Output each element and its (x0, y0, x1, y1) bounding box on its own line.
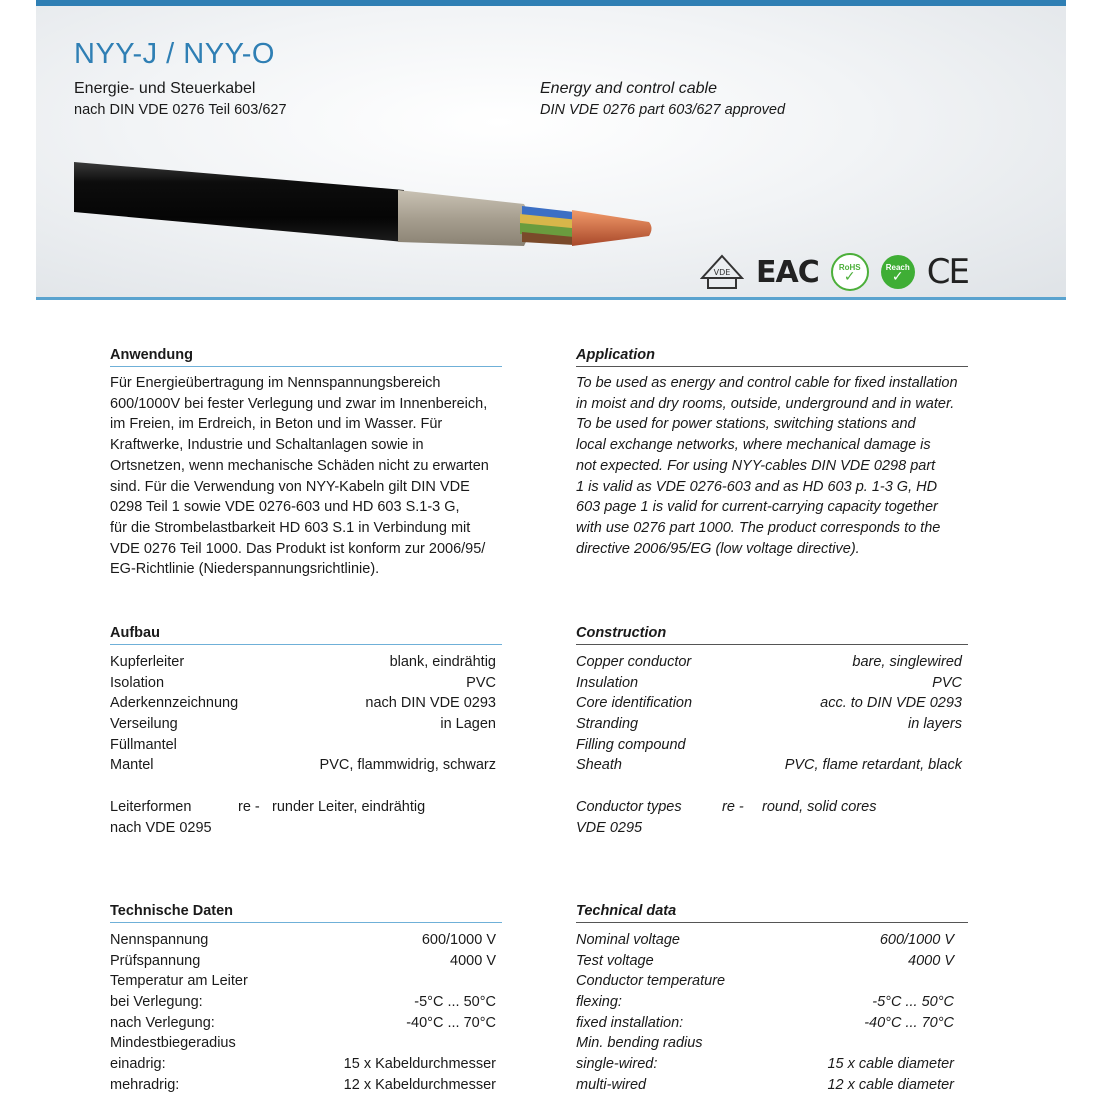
text-line: 603 page 1 is valid for current-carrying capacity together (576, 499, 938, 516)
paragraph-application-de (110, 373, 502, 580)
ce-mark-icon: CE (926, 252, 968, 292)
spec-row: Core identification acc. to DIN VDE 0293 (576, 695, 962, 712)
text-line: im Freien, im Erdreich, in Beton und im Wasser. Für (110, 416, 443, 433)
section-construction-en (576, 625, 968, 838)
text-line: with use 0276 part 1000. The product corresponds to the (576, 519, 941, 536)
text-line: To be used for power stations, switching stations and (576, 416, 916, 433)
section-application-de (110, 347, 502, 580)
text-line: 1 is valid as VDE 0276-603 and as HD 603 p. 1-3 G, HD (576, 478, 938, 495)
heading-construction-en: Construction (576, 625, 968, 645)
heading-construction-de: Aufbau (110, 625, 502, 645)
paragraph-application-en (576, 373, 968, 559)
spec-row: einadrig: 15 x Kabeldurchmesser (110, 1056, 496, 1073)
vde-mark-icon (700, 254, 744, 290)
heading-application-en: Application (576, 347, 968, 367)
spec-row: Temperatur am Leiter (110, 973, 248, 990)
section-technical-en (576, 903, 968, 1096)
spec-row: Min. bending radius (576, 1035, 703, 1052)
spec-row: Sheath PVC, flame retardant, black (576, 757, 962, 774)
text-line: VDE 0276 Teil 1000. Das Produkt ist konform zur 2006/95/ (110, 540, 486, 557)
spec-row: nach Verlegung: -40°C ... 70°C (110, 1014, 496, 1031)
conductor-types-standard: VDE 0295 (576, 819, 643, 836)
conductor-types-row: Conductor types re - round, solid cores (576, 798, 877, 815)
spec-row: Kupferleiter blank, eindrähtig (110, 654, 496, 670)
conductor-types-row: Leiterformen re - runder Leiter, eindrähtig (110, 798, 426, 815)
subtitle-de: Energie- und Steuerkabel (74, 80, 256, 97)
text-line: directive 2006/95/EG (low voltage directive). (576, 540, 860, 557)
spec-row: single-wired: 15 x cable diameter (576, 1056, 954, 1073)
spec-row: multi-wired 12 x cable diameter (576, 1076, 954, 1093)
subtitle-en: Energy and control cable (540, 80, 717, 97)
spec-row: bei Verlegung: -5°C ... 50°C (110, 994, 496, 1011)
conductor-types-standard: nach VDE 0295 (110, 819, 212, 836)
cable-image (74, 150, 654, 250)
spec-row: Aderkennzeichnung nach DIN VDE 0293 (110, 695, 496, 712)
text-line: in moist and dry rooms, outside, underground and in water. (576, 395, 955, 412)
text-line: 0298 Teil 1 sowie VDE 0276-603 und HD 603 S.1-3 G, (110, 499, 460, 516)
section-application-en (576, 347, 968, 559)
heading-technical-de: Technische Daten (110, 903, 502, 923)
spec-row: fixed installation: -40°C ... 70°C (576, 1014, 954, 1031)
certification-marks (700, 252, 968, 292)
text-line: für die Strombelastbarkeit HD 603 S.1 in Verbindung mit (110, 519, 471, 536)
product-title: NYY-J / NYY-O (74, 38, 275, 70)
text-line: 600/1000V bei fester Verlegung und zwar im Innenbereich, (110, 395, 488, 412)
rohs-mark-icon: RoHS ✓ (831, 253, 869, 291)
spec-row: Verseilung in Lagen (110, 716, 496, 733)
standard-en: DIN VDE 0276 part 603/627 approved (540, 102, 786, 118)
section-construction-de (110, 625, 502, 838)
spec-row: flexing: -5°C ... 50°C (576, 994, 954, 1011)
text-line: local exchange networks, where mechanical damage is (576, 437, 931, 454)
spec-row: Mantel PVC, flammwidrig, schwarz (110, 757, 496, 774)
svg-text:VDE: VDE (713, 268, 731, 277)
reach-mark-icon: Reach ✓ (881, 255, 915, 289)
spec-row: mehradrig: 12 x Kabeldurchmesser (110, 1076, 496, 1093)
text-line: Für Energieübertragung im Nennspannungsbereich (110, 375, 441, 391)
spec-row: Stranding in layers (576, 716, 962, 733)
text-line: EG-Richtlinie (Niederspannungsrichtlinie). (110, 561, 380, 578)
spec-row: Nennspannung 600/1000 V (110, 932, 496, 948)
spec-row: Test voltage 4000 V (576, 952, 954, 969)
text-line: To be used as energy and control cable for fixed installation (576, 375, 958, 391)
text-line: not expected. For using NYY-cables DIN VDE 0298 part (576, 457, 936, 474)
spec-row: Insulation PVC (576, 674, 962, 691)
spec-row: Filling compound (576, 736, 686, 753)
spec-row: Mindestbiegeradius (110, 1035, 236, 1052)
heading-application-de: Anwendung (110, 347, 502, 367)
heading-technical-en: Technical data (576, 903, 968, 923)
section-technical-de (110, 903, 502, 1096)
standard-de: nach DIN VDE 0276 Teil 603/627 (74, 102, 287, 118)
spec-row: Prüfspannung 4000 V (110, 952, 496, 969)
text-line: sind. Für die Verwendung von NYY-Kabeln gilt DIN VDE (110, 478, 470, 495)
spec-row: Füllmantel (110, 736, 177, 753)
spec-row: Copper conductor bare, singlewired (576, 654, 962, 670)
eac-mark-icon: EAC (756, 254, 819, 290)
spec-row: Isolation PVC (110, 674, 496, 691)
spec-row: Nominal voltage 600/1000 V (576, 932, 954, 948)
text-line: Kraftwerke, Industrie und Schaltanlagen sowie in (110, 437, 424, 454)
text-line: Ortsnetzen, wenn mechanische Schäden nicht zu erwarten (110, 457, 489, 474)
spec-row: Conductor temperature (576, 973, 726, 990)
